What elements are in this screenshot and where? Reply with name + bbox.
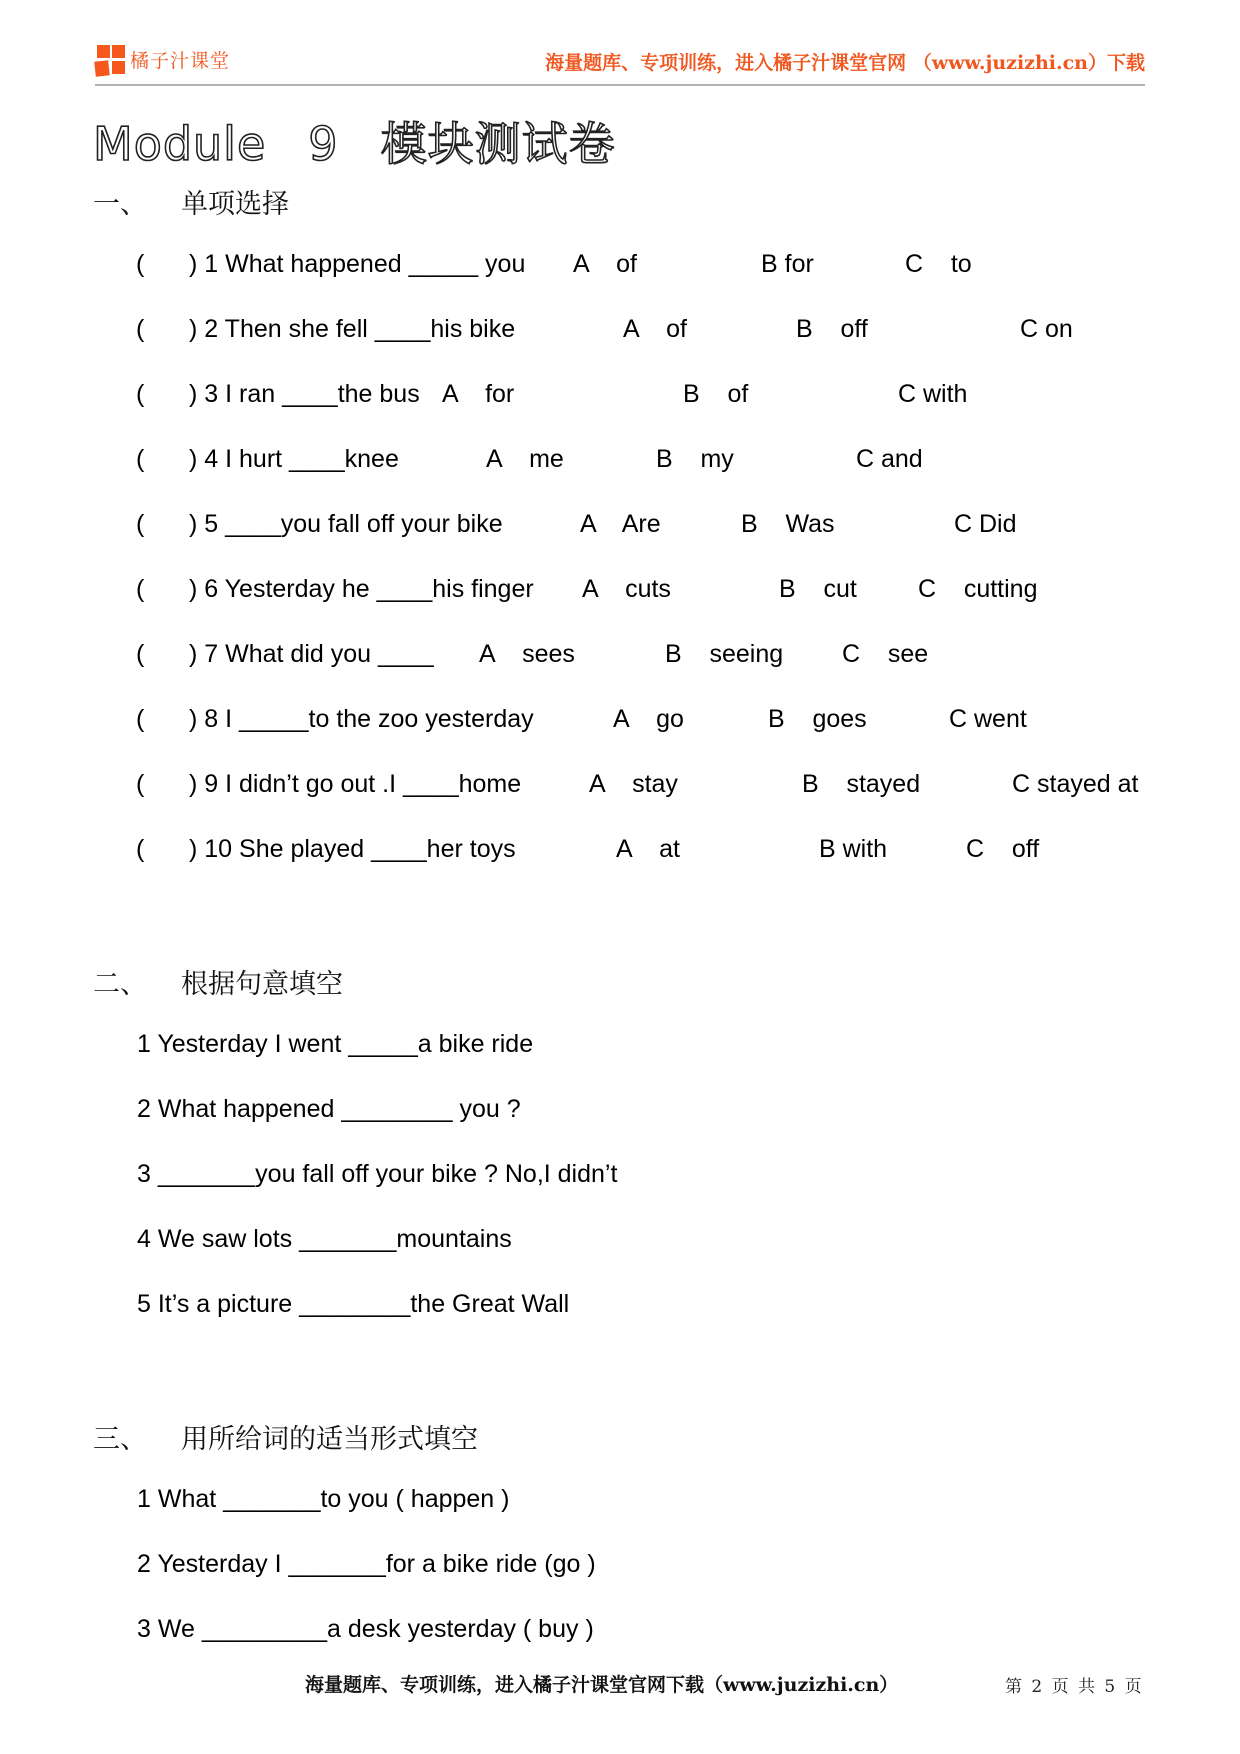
option-b: B Was [741,510,835,538]
brand-logo-icon [95,45,127,77]
answer-bracket: ( [136,835,145,863]
option-b: B of [683,380,749,408]
answer-bracket: ( [136,770,145,798]
answer-bracket: ( [136,380,145,408]
option-a: A stay [589,770,678,798]
section-heading-1 [93,182,289,221]
brand-name: 橘子汁课堂 [130,50,231,72]
option-a: A cuts [582,575,671,603]
option-a: A of [573,250,637,278]
question-stem: ) 7 What did you ____ [189,640,434,668]
fill-in-item: 4 We saw lots _______mountains [137,1225,512,1253]
answer-bracket: ( [136,575,145,603]
question-stem: ) 6 Yesterday he ____his finger [189,575,534,603]
option-c: C stayed at [1012,770,1139,798]
fill-in-item: 5 It’s a picture ________the Great Wall [137,1290,570,1318]
option-a: A for [442,380,515,408]
option-c: C and [856,445,923,473]
title-subtitle: 模块测试卷 [380,117,616,171]
answer-bracket: ( [136,250,145,278]
section-heading-2 [93,962,343,1001]
option-c: C with [898,380,968,408]
option-b: B with [819,835,888,863]
option-a: A go [613,705,684,733]
answer-bracket: ( [136,315,145,343]
section-title: 单项选择 [181,189,289,220]
option-c: C off [966,835,1040,863]
section-title: 用所给词的适当形式填空 [181,1424,478,1455]
option-b: B goes [768,705,867,733]
fill-in-item: 3 _______you fall off your bike ? No,I didn’t [137,1160,618,1188]
question-stem: ) 4 I hurt ____knee [189,445,399,473]
word-form-item: 1 What _______to you ( happen ) [137,1485,510,1513]
word-form-item: 3 We _________a desk yesterday ( buy ) [137,1615,594,1643]
option-b: B for [761,250,814,278]
option-c: C on [1020,315,1073,343]
fill-in-item: 1 Yesterday I went _____a bike ride [137,1030,534,1058]
option-c: C see [842,640,929,668]
question-stem: ) 5 ____you fall off your bike [189,510,503,538]
title-module: Module [93,117,267,171]
section-number: 一、 [93,189,147,220]
option-a: A of [623,315,687,343]
section-title: 根据句意填空 [181,969,343,1000]
answer-bracket: ( [136,445,145,473]
page-indicator: 第 2 页 共 5 页 [1005,1677,1144,1697]
question-stem: ) 8 I _____to the zoo yesterday [189,705,534,733]
option-a: A at [616,835,680,863]
option-c: C cutting [918,575,1038,603]
question-stem: ) 2 Then she fell ____his bike [189,315,516,343]
section-heading-3 [93,1417,478,1456]
question-stem: ) 10 She played ____her toys [189,835,516,863]
option-b: B off [796,315,868,343]
answer-bracket: ( [136,510,145,538]
option-a: A Are [580,510,661,538]
header-divider [95,84,1145,86]
section-number: 二、 [93,969,147,1000]
question-stem: ) 1 What happened _____ you [189,250,526,278]
section-number: 三、 [93,1424,147,1455]
title-number: 9 [308,117,339,171]
question-stem: ) 9 I didn’t go out .I ____home [189,770,522,798]
answer-bracket: ( [136,640,145,668]
question-stem: ) 3 I ran ____the bus [189,380,420,408]
option-c: C went [949,705,1027,733]
option-b: B stayed [802,770,921,798]
page-title [93,108,616,174]
footer-download-note: 海量题库、专项训练，进入橘子汁课堂官网下载（www.juzizhi.cn） [305,1674,899,1696]
option-a: A sees [479,640,575,668]
word-form-item: 2 Yesterday I _______for a bike ride (go ) [137,1550,596,1578]
answer-bracket: ( [136,705,145,733]
option-c: C Did [954,510,1017,538]
option-b: B cut [779,575,857,603]
option-b: B seeing [665,640,784,668]
header-download-note: 海量题库、专项训练，进入橘子汁课堂官网 （www.juzizhi.cn）下载 [545,52,1145,74]
option-a: A me [486,445,564,473]
fill-in-item: 2 What happened ________ you ? [137,1095,521,1123]
option-b: B my [656,445,734,473]
option-c: C to [905,250,972,278]
